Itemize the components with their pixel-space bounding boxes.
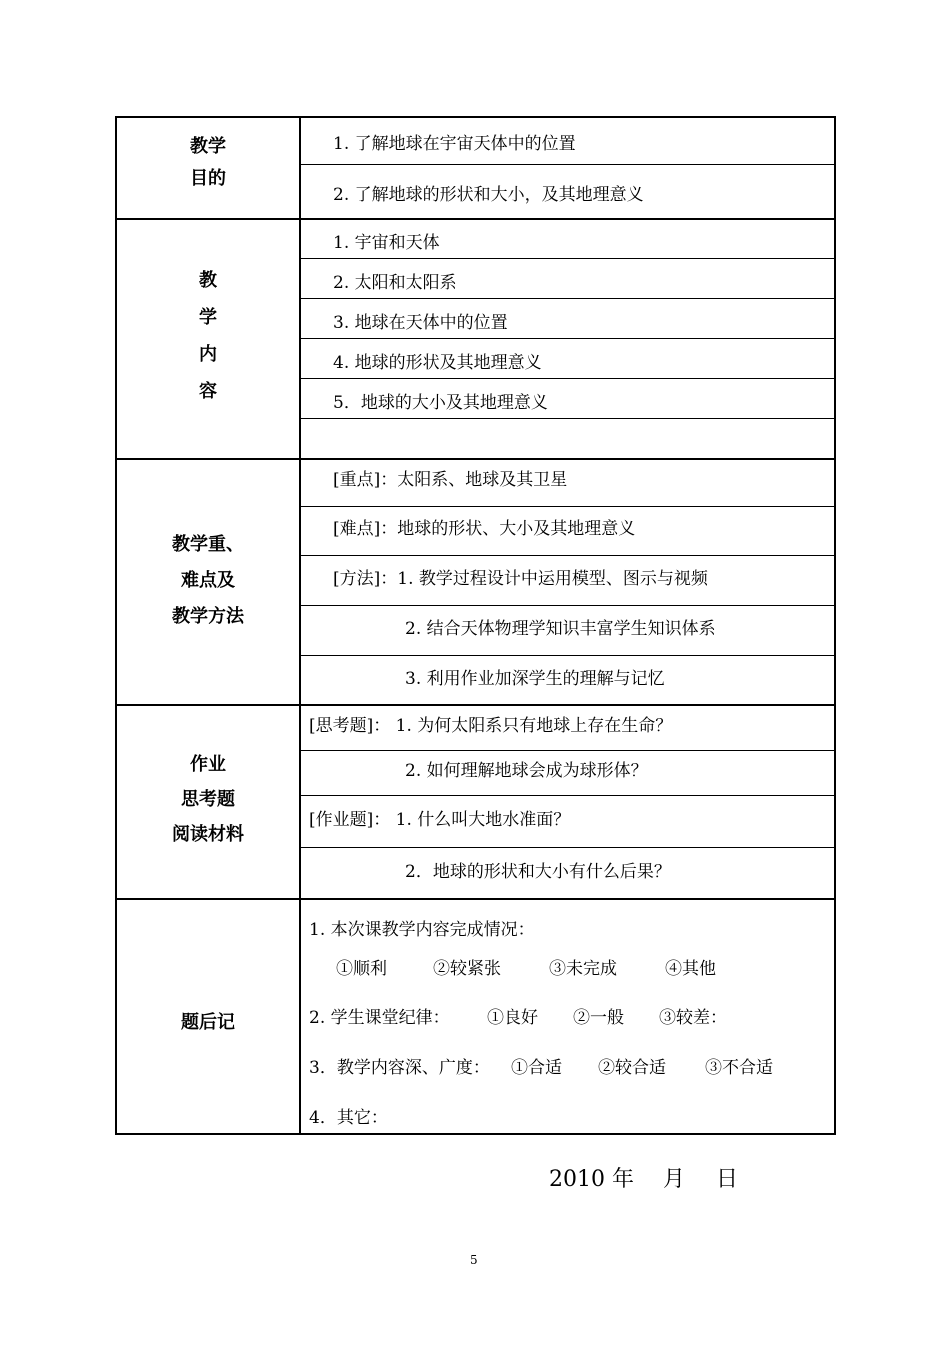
method-text: 3. 利用作业加深学生的理解与记忆 <box>405 669 665 689</box>
think-question: 2. 如何理解地球会成为球形体？ <box>405 761 648 781</box>
lesson-plan-table <box>115 116 836 1135</box>
difficulty-text: [难点]：地球的形状、大小及其地理意义 <box>333 519 636 539</box>
content-item: 5．地球的大小及其地理意义 <box>333 393 548 413</box>
postscript-line: 1. 本次课教学内容完成情况： <box>309 920 535 940</box>
postscript-option: ③不合适 <box>705 1058 773 1078</box>
content-item: 4. 地球的形状及其地理意义 <box>333 353 542 373</box>
date-month: 月 <box>662 1167 685 1192</box>
postscript-option: ②较合适 <box>598 1058 666 1078</box>
postscript-line: 3．教学内容深、广度： <box>309 1058 490 1078</box>
postscript-option: ①顺利 <box>336 959 387 979</box>
postscript-option: ②一般 <box>573 1008 624 1028</box>
date-day: 日 <box>716 1167 739 1192</box>
content-item: 3. 地球在天体中的位置 <box>333 313 508 333</box>
homework-question: 2．地球的形状和大小有什么后果？ <box>405 862 671 882</box>
date-year: 2010 年 <box>549 1167 634 1192</box>
homework-question: [作业题]： 1. 什么叫大地水准面？ <box>309 810 571 830</box>
key-point-text: [重点]：太阳系、地球及其卫星 <box>333 470 568 490</box>
method-text: [方法]：1. 教学过程设计中运用模型、图示与视频 <box>333 569 708 589</box>
postscript-line: 4．其它： <box>309 1108 388 1128</box>
objectives-label: 教学 目的 <box>190 136 226 189</box>
method-text: 2. 结合天体物理学知识丰富学生知识体系 <box>405 619 716 639</box>
objective-item: 1. 了解地球在宇宙天体中的位置 <box>333 134 576 154</box>
content-item: 1. 宇宙和天体 <box>333 233 440 253</box>
content-label: 教 学 内 容 <box>199 270 217 402</box>
postscript-line: 2. 学生课堂纪律： <box>309 1008 450 1028</box>
postscript-option: ①合适 <box>511 1058 562 1078</box>
date-line <box>549 1162 738 1193</box>
methods-label: 教学重、 难点及 教学方法 <box>172 534 244 627</box>
homework-label: 作业 思考题 阅读材料 <box>172 754 244 845</box>
postscript-option: ④其他 <box>665 959 716 979</box>
postscript-option: ③较差： <box>659 1008 727 1028</box>
postscript-option: ②较紧张 <box>433 959 501 979</box>
column-divider <box>299 118 301 1133</box>
think-question: [思考题]： 1. 为何太阳系只有地球上存在生命？ <box>309 716 673 736</box>
postscript-label: 题后记 <box>181 1012 235 1033</box>
page-number: 5 <box>470 1253 478 1267</box>
postscript-option: ①良好 <box>487 1008 538 1028</box>
objective-item: 2. 了解地球的形状和大小，及其地理意义 <box>333 185 644 205</box>
postscript-option: ③未完成 <box>549 959 617 979</box>
content-item: 2. 太阳和太阳系 <box>333 273 457 293</box>
